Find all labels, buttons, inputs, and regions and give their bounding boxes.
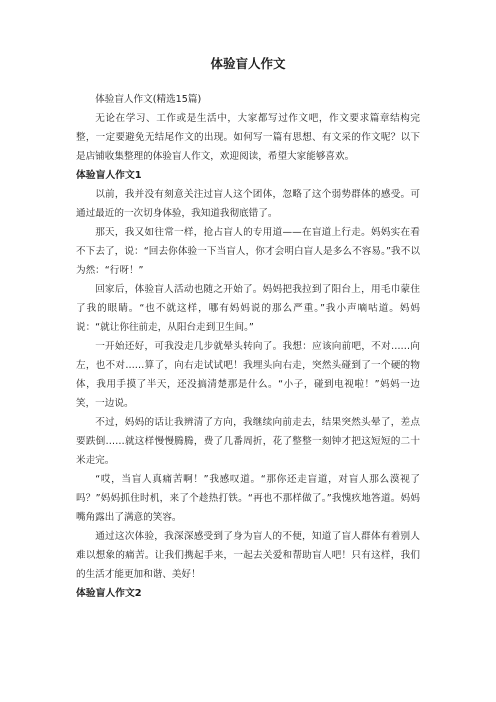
document-title: 体验盲人作文 xyxy=(210,56,286,71)
intro-paragraph: 无论在学习、工作或是生活中，大家都写过作文吧，作文要求篇章结构完整，一定要避免无结尾作文的出现。如何写一篇有思想、有文采的作文呢？以下是店铺收集整理的体验盲人作文，欢迎阅读，希望大家能够喜欢。 xyxy=(76,113,420,162)
section-heading-2: 体验盲人作文2 xyxy=(76,588,142,599)
section-1-paragraph-1: 以前，我并没有刻意关注过盲人这个团体，忽略了这个弱势群体的感受。可通过最近的一次切身体验，我知道我彻底错了。 xyxy=(76,189,420,219)
section-1-paragraph-6: “哎，当盲人真痛苦啊！”我感叹道。“那你还走盲道，对盲人那么漠视了吗？”妈妈抓住时机，来了个趁热打铁。“再也不那样做了。”我愧疚地答道。妈妈嘴角露出了满意的笑容。 xyxy=(76,474,420,523)
section-1-paragraph-7: 通过这次体验，我深深感受到了身为盲人的不便，知道了盲人群体有着别人难以想象的痛苦。让我们携起手来，一起去关爱和帮助盲人吧！只有这样，我们的生活才能更加和谐、美好！ xyxy=(76,531,420,580)
section-1-paragraph-3: 回家后，体验盲人活动也随之开始了。妈妈把我拉到了阳台上，用毛巾蒙住了我的眼睛。“也不就这样，哪有妈妈说的那么严重。”我小声嘀咕道。妈妈说：“就让你往前走，从阳台走到卫生间。” xyxy=(76,284,420,333)
section-1-paragraph-4: 一开始还好，可我没走几步就晕头转向了。我想：应该向前吧，不对……向左，也不对……算了，向右走试试吧！我埋头向右走，突然头碰到了一个硬的物体，我用手摸了半天，还没搞清楚那是什么。“小子，碰到电视啦！”妈妈一边笑，一边说。 xyxy=(76,341,420,409)
section-1-paragraph-2: 那天，我又如往常一样，抢占盲人的专用道——在盲道上行走。妈妈实在看不下去了，说：“回去你体验一下当盲人，你才会明白盲人是多么不容易。”我不以为然：“行呀！” xyxy=(76,227,420,276)
document-page xyxy=(76,56,420,603)
section-heading-1: 体验盲人作文1 xyxy=(76,170,142,181)
section-1-paragraph-5: 不过，妈妈的话让我辨清了方向，我继续向前走去，结果突然头晕了，差点要跌倒……就这样慢慢腾腾，费了几番周折，花了整整一刻钟才把这短短的二十米走完。 xyxy=(76,417,420,466)
intro-subtitle: 体验盲人作文(精选15篇) xyxy=(95,94,202,105)
